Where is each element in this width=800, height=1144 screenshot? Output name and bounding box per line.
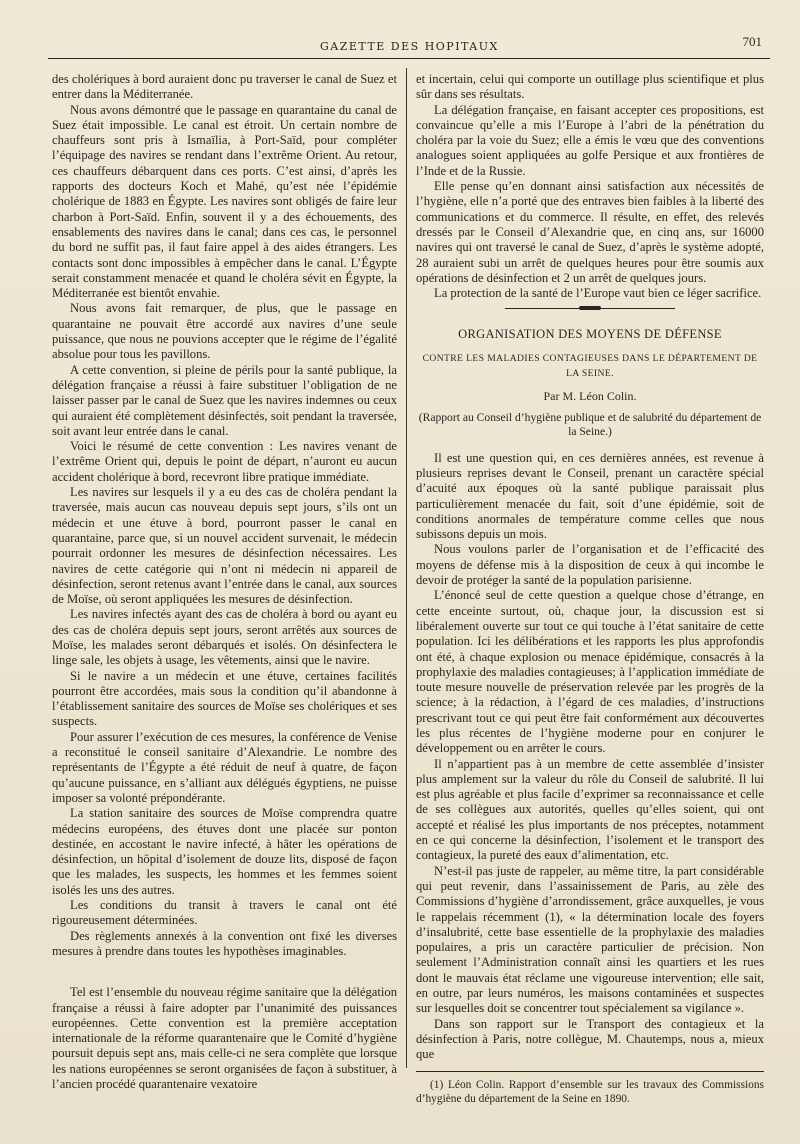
right-column: [416, 72, 764, 1106]
paragraph: L’énoncé seul de cette question a quelque chose d’étrange, en cette enceinte surtout, où, chaque jour, la discussion est si libéralement ouverte sur tout ce qui touche à l’état sanitaire de cette population. Ici les délibérations et les rapports les plus approfondis ont été, à chaque explosion ou menace épidémique, consacrés à la prophylaxie des maladies contagieuses; à l’application immédiate de toute mesure nouvelle de préservation relevée par les progrès de la science; à la rédaction, à l’égard de ces maladies, d’instructions prescrivant tout ce qui peut être fait conformément aux découvertes les plus récentes de l’hygiène moderne pour en conjurer le développement ou en arrêter le cours.: [416, 588, 764, 756]
section-author: Par M. Léon Colin.: [543, 389, 637, 404]
paragraph: et incertain, celui qui comporte un outillage plus scientifique et plus sûr dans ses résultats.: [416, 72, 764, 102]
paragraph: La protection de la santé de l’Europe vaut bien ce léger sacrifice.: [434, 286, 762, 301]
header-rule: [48, 58, 770, 59]
paragraph: Les navires infectés ayant des cas de choléra à bord ou ayant eu des cas de choléra depuis sept jours, seront arrêtés aux sources de Moïse, les malades seront débarqués et isolés. On désinfectera le linge sale, les objets à usage, les vêtements, ainsi que le navire.: [52, 607, 397, 668]
page-header: [48, 28, 770, 60]
section-note: (Rapport au Conseil d’hygiène publique et de salubrité du département de la Seine.): [418, 410, 762, 438]
paragraph: Des règlements annexés à la convention ont fixé les diverses mesures à prendre dans toutes les hypothèses imaginables.: [52, 928, 397, 958]
footnote-rule: [416, 1071, 764, 1072]
footnote: (1) Léon Colin. Rapport d’ensemble sur les travaux des Commissions d’hygiène du département de la Seine en 1890.: [416, 1078, 764, 1105]
paragraph: Il n’appartient pas à un membre de cette assemblée d’insister plus amplement sur la valeur du rôle du Conseil de salubrité. Il lui est plus agréable et plus facile d’exprimer sa reconnaissance et celle de ses collègues aux autorités, quelles qu’elles soient, qui ont accepté et réalisé les plus importants de nos préceptes, notamment en ce qui concerne la désinfection, l’isolement et le transport des contagieux, la pureté des eaux d’alimentation, etc.: [416, 756, 764, 863]
paragraph: Les conditions du transit à travers le canal ont été rigoureusement déterminées.: [52, 898, 397, 928]
paragraph: N’est-il pas juste de rappeler, au même titre, la part considérable qui peut revenir, dans l’assainissement de Paris, au zèle des Commissions d’hygiène d’arrondissement, grâce auxquelles, je vous le rappelais récemment (1), « la détermination locale des foyers d’insalubrité, cette base essentielle de la prophylaxie des maladies populaires, a pris un caractère particulier de précision. Non seulement l’Administration connaît ainsi les quartiers et les rues dont le mauvais état réclame une vigoureuse intervention; elle sait, en outre, par leurs numéros, les maisons contaminées et suspectes sur lesquelles doit se concentrer tout spécialement sa vigilance ».: [416, 863, 764, 1016]
paragraph: Nous avons fait remarquer, de plus, que le passage en quarantaine ne pouvait être accordé aux navires d’une seule puissance, que nous ne pouvions accepter que le régime de l’égalité absolue pour tous les pavillons.: [52, 301, 397, 362]
journal-title: GAZETTE DES HOPITAUX: [320, 40, 499, 53]
section-separator: [505, 308, 675, 309]
paragraph: Pour assurer l’exécution de ces mesures, la conférence de Venise a reconstitué le conseil sanitaire d’Alexandrie. Le nombre des représentants de l’Égypte a été réduit de neuf à quatre, de façon qu’aucune puissance, en s’alliant aux délégués égyptiens, ne puisse imposer sa volonté prépondérante.: [52, 729, 397, 805]
paragraph: Les navires sur lesquels il y a eu des cas de choléra pendant la traversée, mais aucun cas nouveau depuis sept jours, s’ils ont un médecin et une étuve à bord, pourront passer le canal en quarantaine, parce que, si un nouvel accident survenait, le médecin pourrait ordonner les mesures de désinfection nécessaires. Les navires de cette catégorie qui n’ont ni médecin ni appareil de désinfection, seront retenus avant l’entrée dans le canal, aux sources de Moïse, où seront appliquées les mesures de désinfection.: [52, 485, 397, 607]
section-subtitle: CONTRE LES MALADIES CONTAGIEUSES DANS LE DÉPARTEMENT DE LA SEINE.: [422, 352, 758, 380]
paragraph: Nous voulons parler de l’organisation et de l’efficacité des moyens de défense mis à la disposition de ceux à qui incombe le devoir de protéger la santé de la population parisienne.: [416, 542, 764, 588]
paragraph: Il est une question qui, en ces dernières années, est revenue à plusieurs reprises devant le Conseil, prenant un caractère spécial d’acuité aux époques où la santé publique paraissait plus particulièrement menacée du fait, soit d’une épidémie, soit de conditions anormales de température comme celles que nous subissons depuis un mois.: [416, 450, 764, 542]
paragraph: Elle pense qu’en donnant ainsi satisfaction aux nécessités de l’hygiène, elle n’a porté que des entraves bien faibles à la liberté des communications et du commerce. Il résulte, en effet, des relevés dressés par le Conseil d’Alexandrie que, en cinq ans, sur 16000 navires qui ont traversé le canal de Suez, d’après le système adopté, 28 auraient subi un arrêt de quelques heures pour être soumis aux opérations de désinfection et 2 un arrêt de quelques jours.: [416, 179, 764, 285]
left-column: [52, 72, 397, 1092]
paragraph: Tel est l’ensemble du nouveau régime sanitaire que la délégation française a réussi à faire adopter par l’unanimité des puissances européennes. Cette convention est la première acceptation internationale de la réforme quarantenaire que le Comité d’hygiène poursuit depuis sept ans, mais celle-ci ne sera complète que lorsque les nations européennes se seront organisées de façon à substituer, à l’ancien procédé quarantenaire vexatoire: [52, 985, 397, 1091]
paragraph: A cette convention, si pleine de périls pour la santé publique, la délégation française a réussi à faire substituer l’obligation de ne laisser passer par le canal de Suez que les navires indemnes ou ceux qui auraient été complètement désinfectés, soit pendant la traversée, soit avant leur entrée dans le canal.: [52, 362, 397, 438]
column-divider: [406, 68, 407, 1068]
section-title: ORGANISATION DES MOYENS DE DÉFENSE: [458, 327, 722, 342]
paragraph: Si le navire a un médecin et une étuve, certaines facilités pourront être accordées, mais sous la condition qu’il abandonne à l’établissement sanitaire des sources de Moïse ses cholériques et ses suspects.: [52, 668, 397, 729]
paragraph: Nous avons démontré que le passage en quarantaine du canal de Suez était impossible. Le canal est étroit. Un certain nombre de chauffeurs sont pris à Ismaïlia, à Port-Saïd, pour compléter l’équipage des navires se rendant dans l’extrême Orient. Au retour, ces chauffeurs débarquent dans ces ports. C’est ainsi, d’après les rapports des docteurs Koch et Mahé, qu’est née l’épidémie cholérique de 1883 en Égypte. Les navires sont obligés de faire leur charbon à Port-Saïd. Enfin, souvent il y a des échouements, des ensablements des navires dans le canal; dans ces cas, le personnel du bord ne suffit pas, il faut faire appel à des aides étrangers. Les contacts sont donc impossibles à empêcher dans le canal. L’Égypte serait constamment menacée et quand le choléra sévit en Égypte, la Méditerranée est bientôt envahie.: [52, 102, 397, 301]
paragraph: Voici le résumé de cette convention : Les navires venant de l’extrême Orient qui, depuis le point de départ, n’auront eu aucun accident cholérique à bord, recevront libre pratique immédiate.: [52, 439, 397, 484]
paragraph: La station sanitaire des sources de Moïse comprendra quatre médecins européens, des étuves dont une placée sur ponton destinée, en accostant le navire infecté, à hâter les opérations de désinfection, un hôpital d’isolement de douze lits, disposé de façon que les malades, les suspects, les hommes et les femmes soient isolés les uns des autres.: [52, 806, 397, 897]
paragraph-gap: [52, 959, 397, 985]
paragraph: La délégation française, en faisant accepter ces propositions, est convaincue qu’elle a mis l’Europe à l’abri de la pénétration du choléra par la voie du Suez; elle a émis le vœu que des conventions analogues soient appliquées au golfe Persique et aux frontières de l’Inde et de la Russie.: [416, 102, 764, 178]
paragraph: Dans son rapport sur le Transport des contagieux et la désinfection à Paris, notre collègue, M. Chautemps, nous a, mieux que: [416, 1016, 764, 1062]
paragraph: des cholériques à bord auraient donc pu traverser le canal de Suez et entrer dans la Méditerranée.: [52, 72, 397, 102]
page-number: 701: [742, 34, 762, 49]
